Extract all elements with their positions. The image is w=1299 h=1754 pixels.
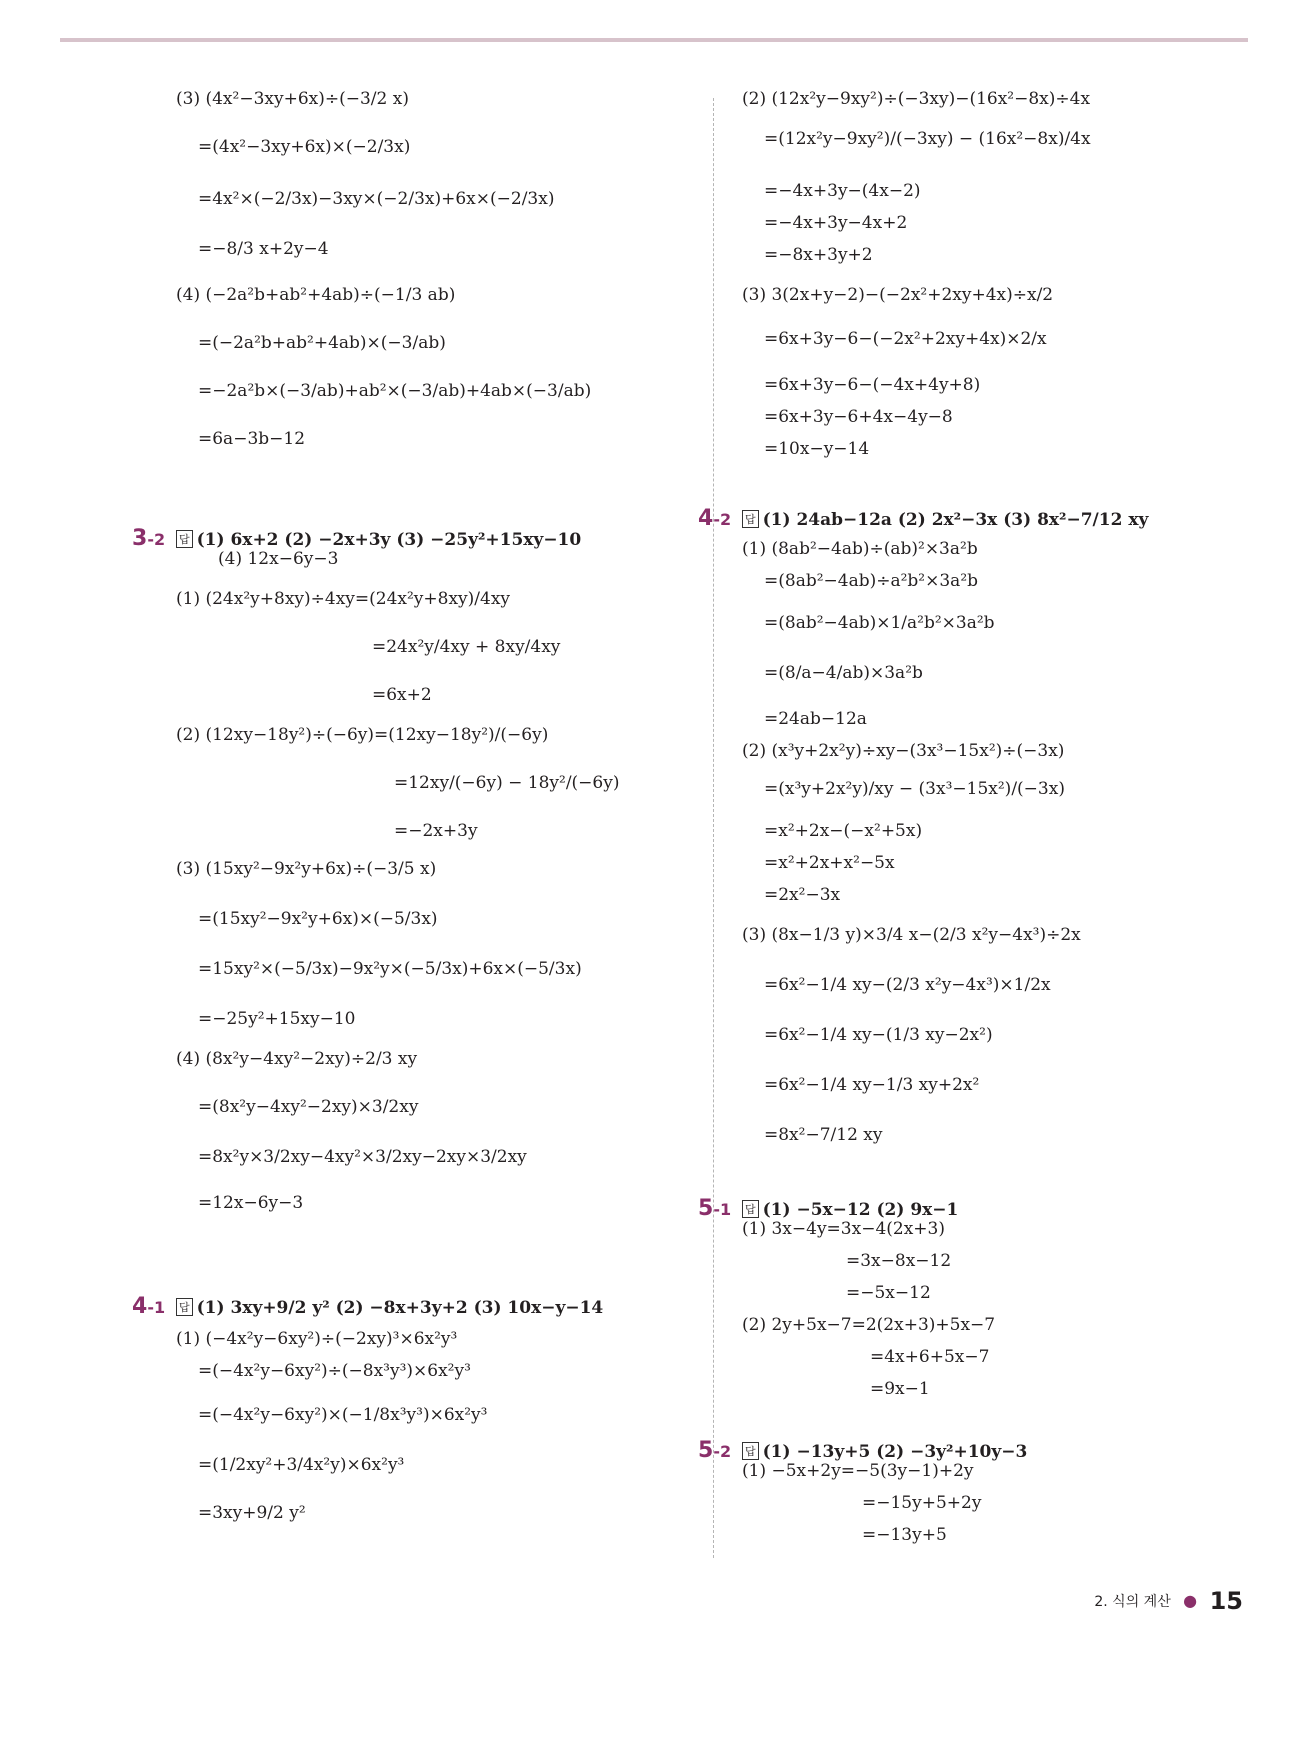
answer-heading <box>698 1438 1028 1463</box>
math-line: (3) (15xy²−9x²y+6x)÷(−3/5 x) <box>176 859 437 879</box>
math-line: =6a−3b−12 <box>198 429 306 449</box>
math-line: (4) 12x−6y−3 <box>218 549 339 569</box>
math-line: (1) (−4x²y−6xy²)÷(−2xy)³×6x²y³ <box>176 1329 458 1349</box>
math-line: =6x+3y−6−(−4x+4y+8) <box>764 375 981 395</box>
answer-text: (1) 24ab−12a (2) 2x²−3x (3) 8x²−7/12 xy <box>762 510 1149 530</box>
answer-label-box: 답 <box>176 530 193 548</box>
problem-number-sub: -1 <box>147 1298 166 1317</box>
math-line: =(1/2xy²+3/4x²y)×6x²y³ <box>198 1455 405 1475</box>
math-line: =−5x−12 <box>846 1283 931 1303</box>
top-rule <box>60 38 1248 42</box>
problem-number <box>132 526 176 551</box>
math-line: =(8ab²−4ab)×1/a²b²×3a²b <box>764 613 995 633</box>
math-line: =3x−8x−12 <box>846 1251 952 1271</box>
math-line: =x²+2x+x²−5x <box>764 853 895 873</box>
math-line: =−13y+5 <box>862 1525 947 1545</box>
math-line: =(8/a−4/ab)×3a²b <box>764 663 923 683</box>
math-line: (1) −5x+2y=−5(3y−1)+2y <box>742 1461 974 1481</box>
math-line: (2) (x³y+2x²y)÷xy−(3x³−15x²)÷(−3x) <box>742 741 1065 761</box>
math-line: =−2a²b×(−3/ab)+ab²×(−3/ab)+4ab×(−3/ab) <box>198 381 592 401</box>
answer-heading <box>132 1294 604 1319</box>
problem-number-main: 5 <box>698 1196 714 1221</box>
math-line: =2x²−3x <box>764 885 841 905</box>
math-line: =6x+3y−6−(−2x²+2xy+4x)×2/x <box>764 329 1047 349</box>
math-line: =24ab−12a <box>764 709 867 729</box>
math-line: =(x³y+2x²y)/xy − (3x³−15x²)/(−3x) <box>764 779 1065 799</box>
math-line: (1) (8ab²−4ab)÷(ab)²×3a²b <box>742 539 978 559</box>
math-line: (4) (8x²y−4xy²−2xy)÷2/3 xy <box>176 1049 418 1069</box>
math-line: =4x+6+5x−7 <box>870 1347 990 1367</box>
bullet-icon: ● <box>1183 1591 1198 1610</box>
math-line: (1) (24x²y+8xy)÷4xy=(24x²y+8xy)/4xy <box>176 589 511 609</box>
math-line: =−4x+3y−4x+2 <box>764 213 908 233</box>
math-line: =(8ab²−4ab)÷a²b²×3a²b <box>764 571 979 591</box>
answer-text: (1) −13y+5 (2) −3y²+10y−3 <box>762 1442 1028 1462</box>
math-line: =−4x+3y−(4x−2) <box>764 181 921 201</box>
problem-number <box>698 1438 742 1463</box>
math-line: (2) (12xy−18y²)÷(−6y)=(12xy−18y²)/(−6y) <box>176 725 549 745</box>
answer-label-box: 답 <box>176 1298 193 1316</box>
math-line: =10x−y−14 <box>764 439 870 459</box>
math-line: (4) (−2a²b+ab²+4ab)÷(−1/3 ab) <box>176 285 456 305</box>
problem-number-main: 3 <box>132 526 148 551</box>
answer-text: (1) −5x−12 (2) 9x−1 <box>762 1200 959 1220</box>
math-line: (2) 2y+5x−7=2(2x+3)+5x−7 <box>742 1315 996 1335</box>
math-line: =24x²y/4xy + 8xy/4xy <box>372 637 561 657</box>
math-line: (3) 3(2x+y−2)−(−2x²+2xy+4x)÷x/2 <box>742 285 1054 305</box>
column-divider <box>713 98 714 1558</box>
page-number: 15 <box>1209 1587 1243 1615</box>
problem-number-main: 5 <box>698 1438 714 1463</box>
math-line: =−15y+5+2y <box>862 1493 982 1513</box>
math-line: =3xy+9/2 y² <box>198 1503 306 1523</box>
math-line: =−8x+3y+2 <box>764 245 873 265</box>
math-line: =12xy/(−6y) − 18y²/(−6y) <box>394 773 620 793</box>
math-line: =6x²−1/4 xy−(2/3 x²y−4x³)×1/2x <box>764 975 1051 995</box>
math-line: =(−4x²y−6xy²)×(−1/8x³y³)×6x²y³ <box>198 1405 488 1425</box>
answer-text: (1) 6x+2 (2) −2x+3y (3) −25y²+15xy−10 <box>196 530 582 550</box>
answer-heading <box>698 1196 959 1221</box>
math-line: =12x−6y−3 <box>198 1193 304 1213</box>
math-line: =15xy²×(−5/3x)−9x²y×(−5/3x)+6x×(−5/3x) <box>198 959 582 979</box>
math-line: =6x²−1/4 xy−(1/3 xy−2x²) <box>764 1025 993 1045</box>
chapter-title: 2. 식의 계산 <box>1094 1594 1171 1610</box>
answer-heading <box>698 506 1149 531</box>
problem-number-sub: -1 <box>713 1200 732 1219</box>
math-line: =6x²−1/4 xy−1/3 xy+2x² <box>764 1075 980 1095</box>
problem-number-main: 4 <box>698 506 714 531</box>
answer-heading <box>132 526 582 551</box>
math-line: =6x+2 <box>372 685 432 705</box>
problem-number <box>698 506 742 531</box>
problem-number-sub: -2 <box>713 510 732 529</box>
answer-label-box: 답 <box>742 1442 759 1460</box>
math-line: (3) (4x²−3xy+6x)÷(−3/2 x) <box>176 89 409 109</box>
math-line: =8x²y×3/2xy−4xy²×3/2xy−2xy×3/2xy <box>198 1147 527 1167</box>
math-line: =(12x²y−9xy²)/(−3xy) − (16x²−8x)/4x <box>764 129 1091 149</box>
answer-label-box: 답 <box>742 1200 759 1218</box>
problem-number-sub: -2 <box>147 530 166 549</box>
answer-label-box: 답 <box>742 510 759 528</box>
problem-number <box>132 1294 176 1319</box>
math-line: =6x+3y−6+4x−4y−8 <box>764 407 953 427</box>
math-line: =−25y²+15xy−10 <box>198 1009 356 1029</box>
math-line: =9x−1 <box>870 1379 930 1399</box>
problem-number <box>698 1196 742 1221</box>
math-line: =(15xy²−9x²y+6x)×(−5/3x) <box>198 909 438 929</box>
math-line: =−8/3 x+2y−4 <box>198 239 329 259</box>
math-line: =(−4x²y−6xy²)÷(−8x³y³)×6x²y³ <box>198 1361 471 1381</box>
math-line: =(4x²−3xy+6x)×(−2/3x) <box>198 137 411 157</box>
answer-text: (1) 3xy+9/2 y² (2) −8x+3y+2 (3) 10x−y−14 <box>196 1298 604 1318</box>
math-line: =x²+2x−(−x²+5x) <box>764 821 923 841</box>
problem-number-main: 4 <box>132 1294 148 1319</box>
math-line: (1) 3x−4y=3x−4(2x+3) <box>742 1219 945 1239</box>
math-line: =8x²−7/12 xy <box>764 1125 883 1145</box>
math-line: =(−2a²b+ab²+4ab)×(−3/ab) <box>198 333 446 353</box>
math-line: (2) (12x²y−9xy²)÷(−3xy)−(16x²−8x)÷4x <box>742 89 1091 109</box>
math-line: (3) (8x−1/3 y)×3/4 x−(2/3 x²y−4x³)÷2x <box>742 925 1081 945</box>
problem-number-sub: -2 <box>713 1442 732 1461</box>
page-footer <box>1094 1587 1243 1615</box>
math-line: =(8x²y−4xy²−2xy)×3/2xy <box>198 1097 419 1117</box>
math-line: =−2x+3y <box>394 821 478 841</box>
math-line: =4x²×(−2/3x)−3xy×(−2/3x)+6x×(−2/3x) <box>198 189 555 209</box>
